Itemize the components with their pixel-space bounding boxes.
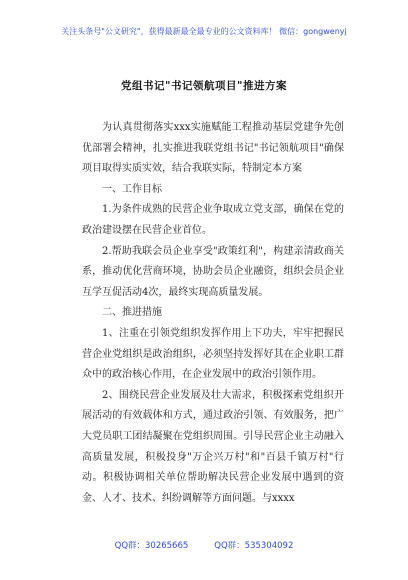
footer-contact <box>0 539 408 551</box>
goal-paragraph-1: 1.为条件成熟的民营企业争取成立党支部，确保在党的政治建设摆在民营企业首位。 <box>82 204 344 236</box>
measure-paragraph-1: 1、注重在引领党组织发挥作用上下功夫，牢牢把握民营企业党组织是政治组织，必须坚持发挥好其在企业职工群众中的政治核心作用，在企业发展中的政治引领作用。 <box>82 327 344 381</box>
intro-paragraph: 为认真贯彻落实xxx实施赋能工程推动基层党建争先创优部署会精神，扎实推进我联党组书记"书记领航项目"确保项目取得实质实效，结合我联实际，特制定本方案 <box>82 122 344 175</box>
document-body <box>82 118 344 509</box>
page-title: 党组书记"书记领航项目"推进方案 <box>121 80 287 92</box>
footer-qq-group-2: QQ群：535304092 <box>214 541 294 551</box>
measure-paragraph-2: 2、围绕民营企业发展及壮大需求，积极探索党组织开展活动的有效载体和方式，通过政治引领、有效服务，把广大党员职工团结凝聚在党组织周围。引导民营企业主动融入高质量发展，积极投身"万企兴万村"和"百县千镇万村"行动。积极协调相关单位帮助解决民营企业发展中遇到的资金、人才、技术、纠纷调解等方面问题。与xxxx <box>82 389 344 504</box>
top-banner: 关注头条号"公文研究"，获得最新最全最专业的公文资料库！ 微信：gongwenyj <box>61 27 347 36</box>
footer-qq-group-1: QQ群：30265665 <box>114 541 189 551</box>
section-heading-measures: 二、推进措施 <box>102 307 162 319</box>
goal-paragraph-2: 2.帮助我联会员企业享受"政策红利"，构建亲清政商关系，推动优化营商环境，协助会员企业融资，组织会员企业互学互促活动4次，最终实现高质量发展。 <box>82 245 344 298</box>
section-heading-goals: 一、工作目标 <box>102 183 162 195</box>
